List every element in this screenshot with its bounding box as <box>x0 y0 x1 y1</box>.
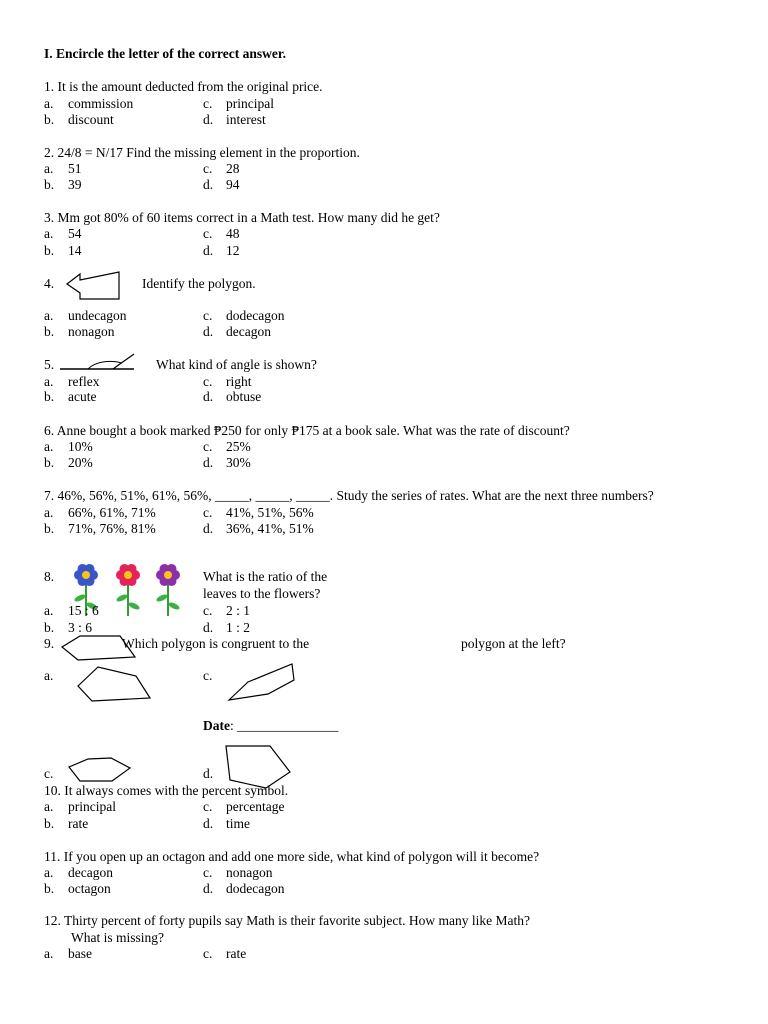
flower-icon <box>155 564 180 616</box>
question-11-stem: 11. If you open up an octagon and add one more side, what kind of polygon will it become? <box>44 849 540 864</box>
q9-option-c-bottom-polygon <box>66 756 134 784</box>
q7-option-b: 71%, 76%, 81% <box>68 521 156 536</box>
flower-icon <box>115 564 140 616</box>
q10-option-a-letter: a. <box>44 799 54 814</box>
q2-option-b-letter: b. <box>44 177 55 192</box>
q10-option-a: principal <box>68 799 116 814</box>
q6-option-d-letter: d. <box>203 455 214 470</box>
q6-option-c-letter: c. <box>203 439 213 454</box>
q1-option-b-letter: b. <box>44 112 55 127</box>
q11-option-c-letter: c. <box>203 865 213 880</box>
q2-option-c: 28 <box>226 161 240 176</box>
q4-option-a: undecagon <box>68 308 127 323</box>
q8-option-b-letter: b. <box>44 620 55 635</box>
q4-option-b: nonagon <box>68 324 115 339</box>
q1-option-d: interest <box>226 112 266 127</box>
q4-option-c-letter: c. <box>203 308 213 323</box>
date-label: Date <box>203 718 230 733</box>
q5-option-c: right <box>226 374 252 389</box>
q9-option-c-top-polygon <box>226 662 298 704</box>
q1-option-d-letter: d. <box>203 112 214 127</box>
q1-option-b: discount <box>68 112 114 127</box>
q3-option-a-letter: a. <box>44 226 54 241</box>
q1-option-c-letter: c. <box>203 96 213 111</box>
q11-option-c: nonagon <box>226 865 273 880</box>
q4-option-d: decagon <box>226 324 271 339</box>
q3-option-b: 14 <box>68 243 82 258</box>
q7-option-b-letter: b. <box>44 521 55 536</box>
q11-option-d: dodecagon <box>226 881 285 896</box>
question-5-number: 5. <box>44 357 55 372</box>
q7-option-a: 66%, 61%, 71% <box>68 505 156 520</box>
q6-option-b: 20% <box>68 455 93 470</box>
question-4-stem: Identify the polygon. <box>142 276 256 291</box>
question-9-stem-part2: polygon at the left? <box>461 636 566 651</box>
q5-option-b: acute <box>68 389 97 404</box>
q3-option-d-letter: d. <box>203 243 214 258</box>
q12-option-a: base <box>68 946 92 961</box>
question-12-stem: 12. Thirty percent of forty pupils say Math is their favorite subject. How many like Math? <box>44 913 531 928</box>
q3-option-d: 12 <box>226 243 240 258</box>
q7-option-a-letter: a. <box>44 505 54 520</box>
q10-option-b-letter: b. <box>44 816 55 831</box>
q12-option-a-letter: a. <box>44 946 54 961</box>
q4-option-b-letter: b. <box>44 324 55 339</box>
q6-option-c: 25% <box>226 439 251 454</box>
q1-option-c: principal <box>226 96 274 111</box>
q12-option-c: rate <box>226 946 247 961</box>
q3-option-b-letter: b. <box>44 243 55 258</box>
q2-option-b: 39 <box>68 177 82 192</box>
question-8-number: 8. <box>44 569 55 584</box>
q9-option-a-polygon <box>74 664 154 704</box>
q1-option-a: commission <box>68 96 134 111</box>
q3-option-c-letter: c. <box>203 226 213 241</box>
obtuse-angle-figure <box>58 350 138 372</box>
q4-option-d-letter: d. <box>203 324 214 339</box>
question-3-stem: 3. Mm got 80% of 60 items correct in a Math test. How many did he get? <box>44 210 440 225</box>
q11-option-b: octagon <box>68 881 111 896</box>
question-7-stem: 7. 46%, 56%, 51%, 61%, 56%, _____, _____, _____. Study the series of rates. What are the next three numbers? <box>44 488 654 503</box>
q11-option-d-letter: d. <box>203 881 214 896</box>
q11-option-b-letter: b. <box>44 881 55 896</box>
q8-option-a: 15 : 6 <box>68 603 99 618</box>
q9-option-c-letter-top: c. <box>203 668 213 683</box>
q12-option-c-letter: c. <box>203 946 213 961</box>
date-blank: : _______________ <box>230 718 339 733</box>
question-9-stem-part1: Which polygon is congruent to the <box>122 636 310 651</box>
q6-option-b-letter: b. <box>44 455 55 470</box>
question-10-stem: 10. It always comes with the percent symbol. <box>44 783 289 798</box>
q6-option-d: 30% <box>226 455 251 470</box>
q7-option-c-letter: c. <box>203 505 213 520</box>
q1-option-a-letter: a. <box>44 96 54 111</box>
q5-option-a: reflex <box>68 374 100 389</box>
question-1-stem: 1. It is the amount deducted from the original price. <box>44 79 323 94</box>
q11-option-a-letter: a. <box>44 865 54 880</box>
q2-option-a: 51 <box>68 161 82 176</box>
q5-option-d: obtuse <box>226 389 262 404</box>
q7-option-d: 36%, 41%, 51% <box>226 521 314 536</box>
q5-option-d-letter: d. <box>203 389 214 404</box>
question-6-stem: 6. Anne bought a book marked ₱250 for only ₱175 at a book sale. What was the rate of discount? <box>44 423 570 438</box>
q10-option-b: rate <box>68 816 89 831</box>
date-field <box>203 718 338 734</box>
q3-option-c: 48 <box>226 226 240 241</box>
q7-option-d-letter: d. <box>203 521 214 536</box>
question-12-substem: What is missing? <box>71 930 164 945</box>
q8-option-b: 3 : 6 <box>68 620 93 635</box>
reference-pentagon-figure <box>60 633 140 663</box>
q4-option-c: dodecagon <box>226 308 285 323</box>
arrow-pentagon-figure <box>64 270 122 302</box>
q8-option-d: 1 : 2 <box>226 620 251 635</box>
q11-option-a: decagon <box>68 865 113 880</box>
q5-option-c-letter: c. <box>203 374 213 389</box>
q5-option-b-letter: b. <box>44 389 55 404</box>
q10-option-c: percentage <box>226 799 285 814</box>
q7-option-c: 41%, 51%, 56% <box>226 505 314 520</box>
q2-option-a-letter: a. <box>44 161 54 176</box>
q8-option-c: 2 : 1 <box>226 603 251 618</box>
q9-option-c-letter-bottom: c. <box>44 766 54 781</box>
q3-option-a: 54 <box>68 226 82 241</box>
q6-option-a-letter: a. <box>44 439 54 454</box>
q6-option-a: 10% <box>68 439 93 454</box>
question-8-stem-line1: What is the ratio of the <box>203 569 328 584</box>
q2-option-d: 94 <box>226 177 240 192</box>
q10-option-d: time <box>226 816 250 831</box>
q8-option-c-letter: c. <box>203 603 213 618</box>
section-heading: I. Encircle the letter of the correct answer. <box>44 46 287 61</box>
q10-option-d-letter: d. <box>203 816 214 831</box>
q2-option-c-letter: c. <box>203 161 213 176</box>
question-8-stem-line2: leaves to the flowers? <box>203 586 321 601</box>
question-5-stem: What kind of angle is shown? <box>156 357 317 372</box>
q10-option-c-letter: c. <box>203 799 213 814</box>
q9-option-d-letter: d. <box>203 766 214 781</box>
question-4-number: 4. <box>44 276 55 291</box>
q2-option-d-letter: d. <box>203 177 214 192</box>
q5-option-a-letter: a. <box>44 374 54 389</box>
q4-option-a-letter: a. <box>44 308 54 323</box>
question-2-stem: 2. 24/8 = N/17 Find the missing element in the proportion. <box>44 145 360 160</box>
q8-option-a-letter: a. <box>44 603 54 618</box>
question-9-number: 9. <box>44 636 55 651</box>
q9-option-a-letter: a. <box>44 668 54 683</box>
q8-option-d-letter: d. <box>203 620 214 635</box>
